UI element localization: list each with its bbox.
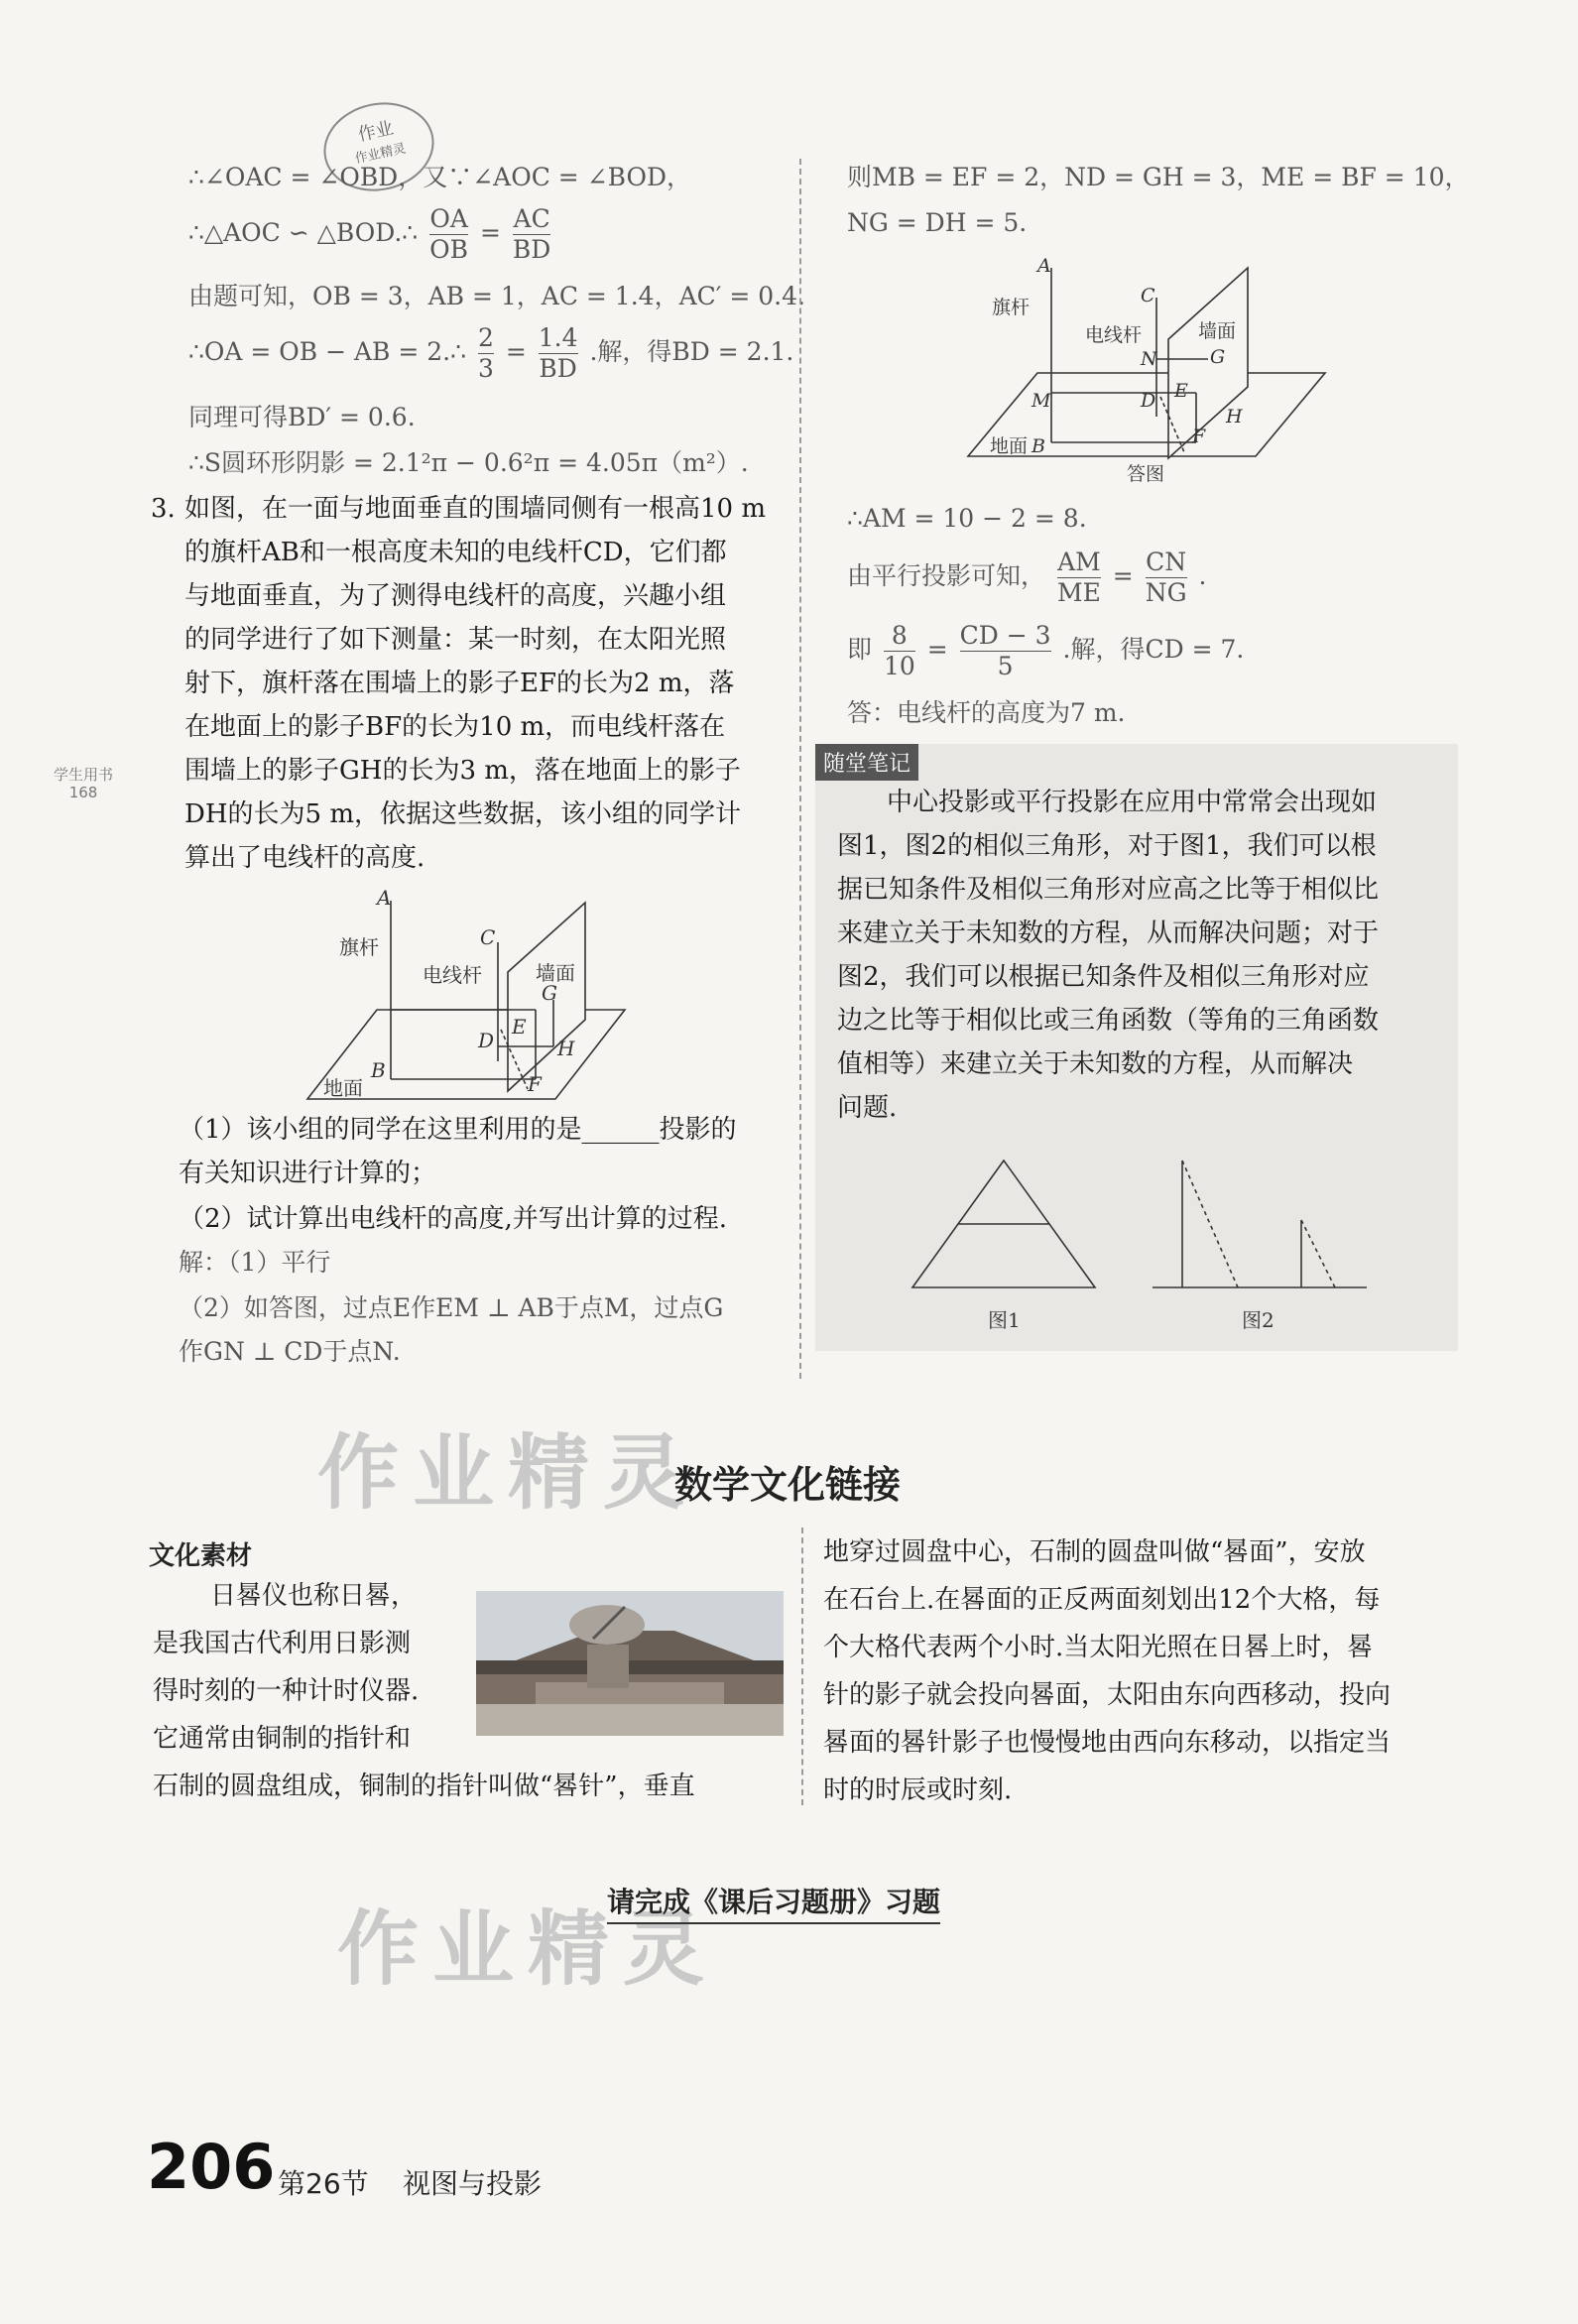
- label-M: M: [1032, 390, 1051, 412]
- label-H: H: [1226, 406, 1243, 428]
- culture-left-line-3: 得时刻的一种计时仪器.: [153, 1676, 420, 1706]
- culture-divider: [801, 1528, 803, 1805]
- right-solution-line-3: ∴AM = 10 − 2 = 8.: [847, 504, 1087, 533]
- column-divider: [799, 159, 801, 1379]
- stamp-text-2: 作业精灵: [353, 141, 408, 168]
- frac-den: 5: [997, 652, 1014, 680]
- notes-line-8: 问题.: [837, 1093, 898, 1123]
- culture-right-line-6: 时的时辰或时刻.: [823, 1775, 1013, 1805]
- solution-line-6: ∴S圆环形阴影 = 2.1²π − 0.6²π = 4.05π（m²）.: [188, 448, 749, 477]
- fraction-ac-bd: [513, 204, 550, 265]
- solution-line-4-text: ∴OA = OB − AB = 2.∴: [188, 337, 467, 366]
- figure-2-caption: 图2: [1242, 1308, 1275, 1332]
- notes-line-3: 据已知条件及相似三角形对应高之比等于相似比: [837, 875, 1380, 905]
- solution-line-1: ∴∠OAC = ∠OBD，又∵∠AOC = ∠BOD，: [188, 163, 692, 191]
- solution-line-2: [188, 204, 554, 265]
- culture-right-line-3: 个大格代表两个小时.当太阳光照在日晷上时，晷: [823, 1633, 1374, 1662]
- label-H: H: [557, 1037, 575, 1060]
- label-wall: 墙面: [1198, 320, 1237, 342]
- solution-line-5: 同理可得BD′ = 0.6.: [188, 403, 416, 431]
- label-flag: 旗杆: [992, 297, 1031, 318]
- side-label-2: 168: [68, 784, 98, 801]
- question-2: （2）试计算出电线杆的高度,并写出计算的过程.: [179, 1204, 728, 1234]
- answer-2b: 作GN ⊥ CD于点N.: [179, 1337, 401, 1366]
- problem-figure: [298, 883, 655, 1105]
- notes-line-1: 中心投影或平行投影在应用中常常会出现如: [887, 788, 1378, 817]
- label-wall: 墙面: [536, 961, 575, 985]
- label-B: B: [1032, 435, 1045, 457]
- fraction-oa-ob: [429, 204, 468, 265]
- culture-left-line-5: 石制的圆盘组成，铜制的指针叫做“晷针”，垂直: [153, 1772, 695, 1801]
- notes-tag: 随堂笔记: [815, 744, 918, 781]
- section-number: 第26节: [278, 2167, 369, 2200]
- label-G: G: [1210, 346, 1226, 368]
- culture-right-line-5: 晷面的晷针影子也慢慢地由西向东移动，以指定当: [823, 1728, 1392, 1758]
- problem-line-1: 如图，在一面与地面垂直的围墙同侧有一根高10 m: [184, 494, 767, 524]
- side-label: [54, 766, 113, 801]
- problem-line-7: 围墙上的影子GH的长为3 m，落在地面上的影子: [184, 756, 741, 786]
- figure-2-ray-2: [1301, 1220, 1335, 1287]
- problem-number: 3.: [151, 494, 176, 524]
- question-1: （1）该小组的同学在这里利用的是______投影的: [179, 1115, 737, 1145]
- label-ground: 地面: [990, 435, 1029, 457]
- answer-2a: （2）如答图，过点E作EM ⊥ AB于点M，过点G: [179, 1293, 724, 1322]
- frac-num: 2: [477, 323, 494, 352]
- answer-figure: [958, 248, 1331, 486]
- culture-left-line-4: 它通常由铜制的指针和: [153, 1724, 412, 1754]
- fraction-cn-ng: [1146, 548, 1187, 608]
- problem-line-3: 与地面垂直，为了测得电线杆的高度，兴趣小组: [184, 581, 727, 611]
- frac-num: AM: [1057, 548, 1101, 576]
- label-C: C: [1141, 285, 1155, 306]
- label-C: C: [480, 925, 496, 949]
- notes-line-4: 来建立关于未知数的方程，从而解决问题；对于: [837, 918, 1380, 948]
- culture-right-line-4: 针的影子就会投向晷面，太阳由东向西移动，投向: [823, 1680, 1392, 1710]
- problem-line-4: 的同学进行了如下测量：某一时刻，在太阳光照: [184, 625, 727, 655]
- label-G: G: [542, 981, 557, 1005]
- frac-eq: =: [505, 337, 527, 366]
- fraction-8-10: [884, 621, 915, 681]
- frac-num: AC: [513, 204, 550, 233]
- right-solution-line-5: [847, 621, 1244, 681]
- frac-tail: .解，得BD = 2.1.: [589, 337, 794, 366]
- wall-plane: [1168, 268, 1248, 458]
- label-E: E: [512, 1015, 527, 1039]
- frac-den: 10: [883, 652, 915, 680]
- right-solution-line-5-text: 即: [847, 635, 873, 664]
- culture-left-line-1: 日晷仪也称日晷，: [210, 1581, 418, 1611]
- watermark-2: 作业精灵: [337, 1902, 719, 1997]
- frac-tail: .: [1198, 561, 1207, 590]
- culture-title: 数学文化链接: [674, 1463, 902, 1507]
- sundial-photo: [476, 1591, 784, 1736]
- label-N: N: [1141, 348, 1157, 370]
- figure-1-caption: 图1: [988, 1308, 1021, 1332]
- label-E: E: [1174, 380, 1188, 402]
- label-A: A: [377, 886, 392, 910]
- answer-1: 解：（1）平行: [179, 1248, 331, 1277]
- fraction-cd-5: [960, 621, 1051, 681]
- frac-num: 1.4: [538, 323, 578, 352]
- watermark-1: 作业精灵: [317, 1426, 699, 1521]
- frac-num: CN: [1146, 548, 1187, 576]
- solution-line-2-text: ∴△AOC ∽ △BOD.∴: [188, 218, 419, 247]
- problem-line-9: 算出了电线杆的高度.: [184, 843, 425, 873]
- right-solution-line-2: NG = DH = 5.: [847, 208, 1028, 237]
- culture-subtitle: 文化素材: [149, 1541, 253, 1571]
- frac-eq: =: [926, 635, 948, 664]
- notes-line-5: 图2，我们可以根据已知条件及相似三角形对应: [837, 962, 1370, 992]
- right-solution-line-4: [847, 548, 1206, 608]
- problem-line-6: 在地面上的影子BF的长为10 m，而电线杆落在: [184, 712, 726, 742]
- right-solution-line-4-text: 由平行投影可知，: [847, 561, 1046, 590]
- notes-line-2: 图1，图2的相似三角形，对于图1，我们可以根: [837, 831, 1377, 861]
- fraction-14-bd: [539, 323, 578, 384]
- frac-den: NG: [1145, 578, 1187, 607]
- notes-line-6: 边之比等于相似比或三角函数（等角的三角函数: [837, 1006, 1380, 1036]
- culture-right-line-2: 在石台上.在晷面的正反两面刻划出12个大格，每: [823, 1585, 1381, 1615]
- fraction-am-me: [1057, 548, 1101, 608]
- frac-den: BD: [512, 235, 551, 264]
- answer-caption: 答图: [1127, 463, 1165, 485]
- label-F: F: [1192, 426, 1206, 447]
- section-title: 视图与投影: [403, 2167, 543, 2200]
- culture-right-line-1: 地穿过圆盘中心，石制的圆盘叫做“晷面”，安放: [823, 1537, 1366, 1567]
- notes-figures: [893, 1141, 1408, 1339]
- label-A: A: [1037, 255, 1051, 277]
- label-pole: 电线杆: [1085, 324, 1143, 346]
- label-D: D: [478, 1029, 495, 1052]
- fraction-2-3: [478, 323, 494, 384]
- frac-tail: .解，得CD = 7.: [1062, 635, 1245, 664]
- frac-den: 3: [477, 354, 494, 383]
- stamp-text-1: 作业: [355, 117, 396, 146]
- label-F: F: [528, 1072, 542, 1096]
- label-D: D: [1141, 390, 1156, 412]
- right-solution-line-6: 答：电线杆的高度为7 m.: [847, 698, 1126, 727]
- label-B: B: [371, 1058, 386, 1082]
- frac-eq: =: [1112, 561, 1134, 590]
- figure-2-ray-1: [1182, 1161, 1238, 1287]
- exercise-link[interactable]: 请完成《课后习题册》习题: [607, 1881, 940, 1924]
- frac-num: 8: [884, 621, 915, 652]
- solution-line-3: 由题可知，OB = 3，AB = 1，AC = 1.4，AC′ = 0.4.: [188, 282, 805, 310]
- notes-line-7: 值相等）来建立关于未知数的方程，从而解决: [837, 1049, 1354, 1079]
- label-ground: 地面: [323, 1076, 363, 1100]
- frac-num: OA: [429, 204, 468, 233]
- problem-line-5: 射下，旗杆落在围墙上的影子EF的长为2 m，落: [184, 669, 735, 698]
- frac-den: ME: [1056, 578, 1101, 607]
- frac-num: CD − 3: [959, 621, 1051, 650]
- culture-left-line-2: 是我国古代利用日影测: [153, 1629, 412, 1658]
- label-pole: 电线杆: [423, 963, 482, 987]
- solution-line-4: [188, 323, 793, 384]
- label-flag: 旗杆: [339, 935, 379, 959]
- frac-eq: =: [480, 218, 501, 247]
- page-number: 206: [147, 2131, 276, 2203]
- question-1b: 有关知识进行计算的；: [179, 1159, 437, 1188]
- problem-line-2: 的旗杆AB和一根高度未知的电线杆CD，它们都: [184, 538, 727, 567]
- side-label-1: 学生用书: [54, 766, 114, 784]
- frac-den: OB: [429, 235, 469, 264]
- right-solution-line-1: 则MB = EF = 2，ND = GH = 3，ME = BF = 10，: [847, 163, 1470, 191]
- frac-den: BD: [539, 354, 577, 383]
- problem-line-8: DH的长为5 m，依据这些数据，该小组的同学计: [184, 799, 741, 829]
